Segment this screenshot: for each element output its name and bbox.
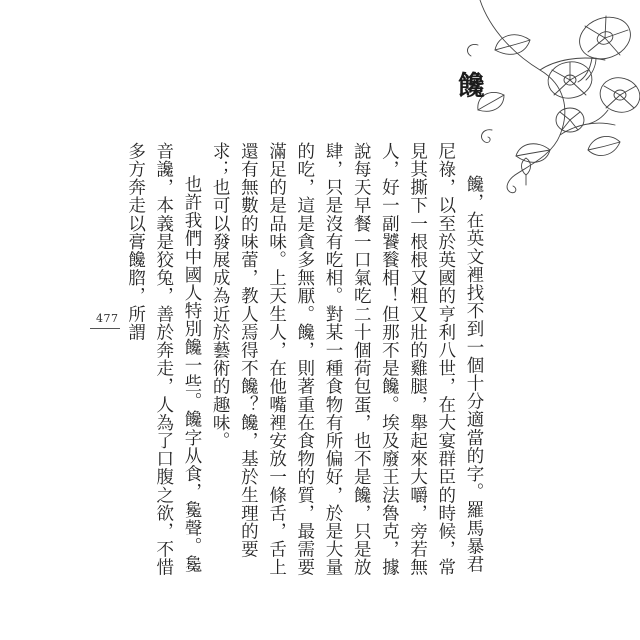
chapter-title: 饞	[458, 71, 485, 102]
flower-top-right	[574, 10, 637, 82]
leaf-1	[495, 35, 530, 55]
vertical-text-body	[125, 142, 488, 588]
page-number-rule	[90, 328, 120, 329]
flower-bud	[522, 158, 531, 185]
page-number: 477	[96, 312, 119, 325]
paragraph-1: 饞，在英文裡找不到一個十分適當的字。羅馬暴君尼祿，以至於英國的亨利八世，在大宴群臣的時候，常見其撕下一根根又粗又壯的雞腿，舉起來大嚼，旁若無人，好一副饕餮相！但那不是饞。埃及廢王法魯克，據說每天早餐一口氣吃二十個荷包蛋，也不是饞，只是放肆，只是沒有吃相。對某一種食物有所偏好，於是大量的吃，這是貪多無厭。饞，則著重在食物的質，最需要滿足的是品味。上天生人，在他嘴裡安放一條舌，舌上還有無數的味蕾，教人焉得不饞？饞，基於生理的要求；也可以發展成為近於藝術的趣味。	[210, 142, 484, 577]
flower-middle-right	[588, 73, 640, 124]
paragraph-2: 也許我們中國人特別饞一些。饞字从食，毚聲。毚音讒，本義是狡兔，善於奔走，人為了口腹之欲，不惜多方奔走以膏饞脗，所謂	[125, 142, 202, 577]
flower-lower	[556, 108, 584, 132]
